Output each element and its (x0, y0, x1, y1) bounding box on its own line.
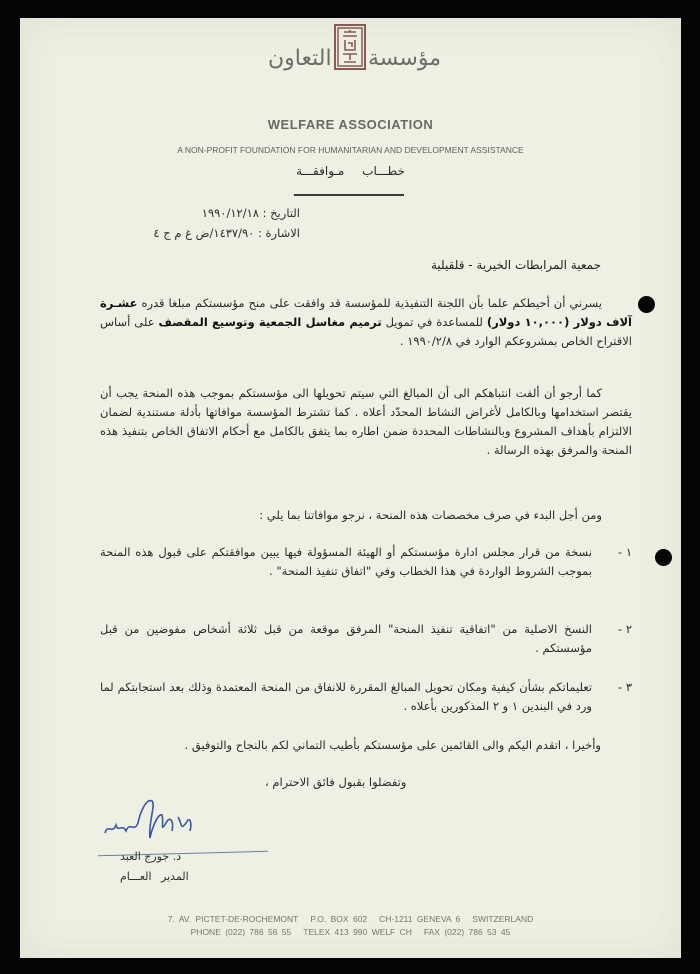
signatory-name: د. جورج العبد (120, 850, 182, 863)
recipient: جمعية المرابطات الخيرية - قلقيلية (431, 258, 601, 272)
logo-arabic-part2: التعاون (268, 46, 332, 71)
welfare-association-emblem-icon (334, 24, 366, 70)
requirement-item-2: ٢ - النسخ الاصلية من "اتفاقية تنفيذ المنحة" المرفق موقعة من قبل ثلاثة أشخاص مفوضين من قبل مؤسستكم . (100, 622, 632, 655)
title-underline (294, 194, 404, 196)
tagline: A NON-PROFIT FOUNDATION FOR HUMANITARIAN AND DEVELOPMENT ASSISTANCE (177, 145, 524, 155)
project-name: ترميم مغاسل الجمعية وتوسيع المقصف (158, 315, 382, 329)
signatory-title: المدير العـــام (120, 870, 189, 883)
regards: وتفضلوا بقبول فائق الاحترام ، (265, 775, 407, 789)
date-line: التاريخ : ١٩٩٠/١٢/١٨ (201, 206, 300, 220)
letter-title: خطـــاب مـوافقـــة (296, 164, 405, 178)
paragraph-usage-conditions: كما أرجو أن ألفت انتباهكم الى أن المبالغ التي سيتم تحويلها الى مؤسستكم بموجب هذه المنحة يجب أن يقتصر استخدامها وبالكامل لأغراض النشاط المحدّد أعلاه . كما تشترط المؤسسة موافاتها بأدلة مستندية لضمان الالتزام بأهداف المشروع وبالنشاطات المحددة ضمن اطاره بما يتفق بالكامل مع أحكام الاتفاق الخاص بتنفيذ هذه المنحة والمرفق بهذه الرسالة . (100, 386, 632, 457)
organization-name: WELFARE ASSOCIATION (267, 117, 434, 132)
letter-meta (100, 203, 300, 243)
footer-contacts: PHONE (022) 786 56 55 TELEX 413 990 WELF CH FAX (022) 786 53 45 (190, 927, 511, 937)
requirement-item-1: ١ - نسخة من قرار مجلس ادارة مؤسستكم أو الهيئة المسؤولة فيها يبين موافقتكم على قبول هذه المنحة بموجب الشروط الواردة في هذا الخطاب وفي "اتفاق تنفيذ المنحة" . (100, 545, 632, 578)
punch-hole-top (638, 296, 655, 313)
footer-address: 7. AV. PICTET-DE-ROCHEMONT P.O. BOX 602 CH-1211 GENEVA 6 SWITZERLAND (167, 914, 534, 924)
requirement-item-3: ٣ - تعليماتكم بشأن كيفية ومكان تحويل المبالغ المقررة للانفاق من المنحة المعتمدة وذلك بعد استجابتكم لما ورد في البندين ١ و ٢ المذكورين بأعلاه . (100, 680, 632, 713)
letter-page (20, 18, 681, 958)
reference-line: الاشارة : ١٤٣٧/٩٠/ض غ م ج ٤ (153, 226, 300, 240)
logo-arabic-part1: مؤسسة (368, 46, 442, 71)
grant-amount: عشـرة آلاف دولار (١٠,٠٠٠ دولار) (100, 296, 632, 329)
punch-hole-bottom (655, 549, 672, 566)
signature-icon (90, 793, 240, 848)
closing-paragraph: وأخيرا ، اتقدم اليكم والى القائمين على مؤسستكم بأطيب التماني لكم بالنجاح والتوفيق . (184, 738, 601, 752)
paragraph-requirements-intro: ومن أجل البدء في صرف مخصصات هذه المنحة ، نرجو موافاتنا بما يلي : (259, 508, 602, 522)
footer (20, 913, 681, 939)
paragraph-grant-approval: يسرني أن أحيطكم علما بأن اللجنة التنفيذية للمؤسسة قد وافقت على منح مؤسستكم مبلغا قدره عشـرة آلاف دولار (١٠,٠٠٠ دولار) للمساعدة في تمويل ترميم مغاسل الجمعية وتوسيع المقصف على أساس الاقتراح الخاص بمشروعكم الوارد في ١٩٩٠/٢/٨ . (100, 296, 632, 348)
